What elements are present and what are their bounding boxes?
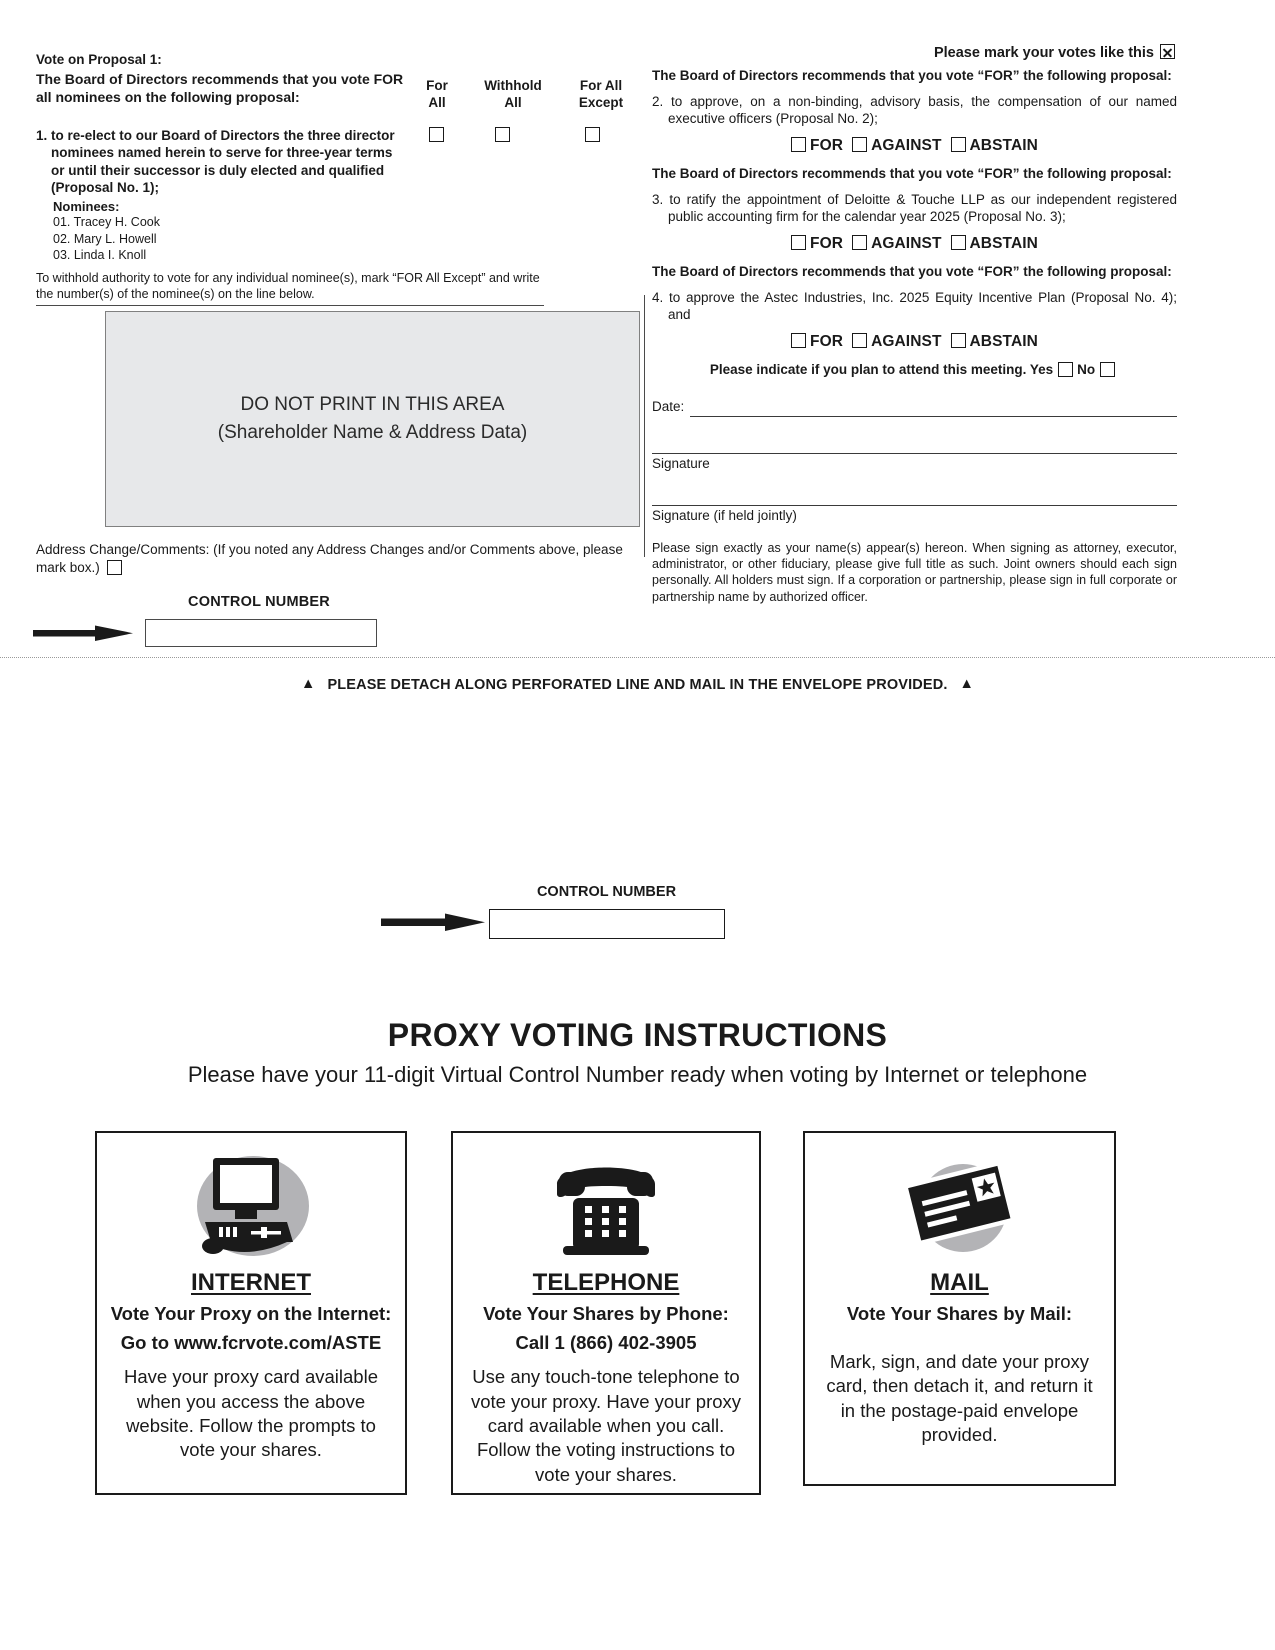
proposal-2: [652, 93, 1177, 128]
envelope-icon: [805, 1147, 1114, 1265]
shareholder-address-area: [105, 311, 640, 527]
perforated-line: [0, 657, 1275, 658]
proxy-card: [0, 0, 1275, 657]
checkbox-proposal2-abstain[interactable]: [951, 137, 966, 152]
checkbox-proposal1-for-all-except[interactable]: [585, 127, 600, 142]
column-divider: [644, 295, 645, 557]
nominees-label: Nominees:: [53, 199, 120, 214]
method-body-telephone: Use any touch-tone telephone to vote your proxy. Have your proxy card available when you call. Follow the voting instructions to vote your shares.: [470, 1366, 742, 1485]
choices-proposal-2: [652, 137, 1177, 155]
nominee-write-in-line[interactable]: [36, 305, 544, 306]
triangle-up-icon-left: ▲: [300, 676, 316, 692]
nominees-list: [36, 214, 636, 264]
column-header-for-all-except: For All Except: [578, 78, 624, 110]
do-not-print-line-2: (Shareholder Name & Address Data): [217, 422, 528, 443]
checkbox-proposal3-abstain[interactable]: [951, 235, 966, 250]
do-not-print-line-1: DO NOT PRINT IN THIS AREA: [240, 394, 505, 416]
page-title: PROXY VOTING INSTRUCTIONS: [387, 1017, 888, 1053]
computer-icon: [97, 1147, 405, 1265]
arrow-right-icon: [33, 625, 133, 641]
label-against: AGAINST: [871, 332, 942, 350]
checkbox-proposal1-withhold-all[interactable]: [495, 127, 510, 142]
proposal-3: [652, 191, 1177, 226]
date-row: [652, 399, 1177, 419]
list-item: 03. Linda I. Knoll: [53, 248, 147, 262]
arrow-right-icon: [381, 913, 485, 931]
mark-instruction-label: Please mark your votes like this: [933, 45, 1154, 61]
signing-instructions: Please sign exactly as your name(s) appear(s) hereon. When signing as attorney, executor, administrator, or other fiduciary, please give full title as such. Joint owners should each sign personally. All holders must sign. If a corporation or partnership, please sign in full corporate or partnership name by authorized officer.: [652, 540, 1177, 604]
voting-method-internet: [95, 1131, 407, 1495]
control-number-field-stub[interactable]: [489, 909, 725, 939]
board-recommendation-left: The Board of Directors recommends that you vote FOR all nominees on the following proposal:: [36, 71, 404, 105]
triangle-up-icon-right: ▲: [959, 676, 975, 692]
control-number-label-card: CONTROL NUMBER: [188, 594, 330, 610]
proposal-1-number: 1.: [36, 127, 48, 143]
list-item: 02. Mary L. Howell: [53, 231, 157, 246]
attendance-no-label: No: [1077, 361, 1096, 377]
label-abstain: ABSTAIN: [969, 332, 1038, 350]
proposal-1-text: to re-elect to our Board of Directors the three director nominees named herein to serve for three-year terms or until their successor is duly elected and qualified (Proposal No. 1);: [51, 127, 395, 196]
address-change-note: [36, 541, 636, 577]
proposal-3-number: 3.: [652, 191, 664, 207]
signature-joint-input[interactable]: [652, 505, 1177, 506]
proposal-4-text: to approve the Astec Industries, Inc. 2025 Equity Incentive Plan (Proposal No. 4); and: [668, 289, 1177, 323]
checkbox-proposal1-for-all[interactable]: [429, 127, 444, 142]
method-line1-internet: Vote Your Proxy on the Internet:: [110, 1303, 392, 1324]
address-change-label: Address Change/Comments: (If you noted any Address Changes and/or Comments above, please mark box.): [36, 542, 623, 575]
checkbox-proposal3-against[interactable]: [852, 235, 867, 250]
label-for: FOR: [810, 136, 844, 154]
vote-on-heading: Vote on Proposal 1:: [36, 52, 162, 67]
column-header-withhold-all: Withhold All: [484, 78, 542, 110]
right-column: [652, 68, 1177, 605]
control-number-label-stub: CONTROL NUMBER: [536, 884, 677, 900]
method-body-mail: Mark, sign, and date your proxy card, then detach it, and return it in the postage-paid envelope provided.: [826, 1351, 1093, 1446]
proposal-1: [36, 127, 401, 197]
attendance-label: Please indicate if you plan to attend this meeting. Yes: [709, 361, 1054, 377]
date-input[interactable]: [690, 416, 1177, 417]
signature-input[interactable]: [652, 453, 1177, 454]
label-abstain: ABSTAIN: [969, 234, 1038, 252]
label-for: FOR: [810, 234, 844, 252]
attendance-row: [652, 362, 1177, 377]
left-column: [36, 52, 636, 302]
method-line2-telephone[interactable]: Call 1 (866) 402-3905: [515, 1332, 697, 1354]
checkbox-proposal2-against[interactable]: [852, 137, 867, 152]
method-body-internet: Have your proxy card available when you access the above website. Follow the prompts to vote your shares.: [124, 1366, 378, 1461]
checkbox-address-change[interactable]: [107, 560, 122, 575]
voting-method-mail: [803, 1131, 1116, 1486]
board-recommendation-3: The Board of Directors recommends that you vote “FOR” the following proposal:: [652, 165, 1172, 181]
board-recommendation-2: The Board of Directors recommends that you vote “FOR” the following proposal:: [652, 68, 1172, 83]
control-number-field-card[interactable]: [145, 619, 377, 647]
label-against: AGAINST: [871, 234, 942, 252]
checkbox-proposal2-for[interactable]: [791, 137, 806, 152]
method-title-internet: INTERNET: [191, 1269, 311, 1296]
choices-proposal-3: [652, 235, 1177, 253]
page-subtitle: Please have your 11-digit Virtual Control Number ready when voting by Internet or telephone: [187, 1062, 1088, 1087]
label-for: FOR: [810, 332, 844, 350]
board-recommendation-4: The Board of Directors recommends that you vote “FOR” the following proposal:: [652, 263, 1172, 279]
choices-proposal-4: [652, 333, 1177, 351]
checkbox-attend-no[interactable]: [1100, 362, 1115, 377]
signature-joint-label: Signature (if held jointly): [652, 507, 797, 523]
list-item: 01. Tracey H. Cook: [53, 215, 160, 229]
date-label: Date:: [652, 398, 685, 414]
column-header-for-all: For All: [426, 78, 448, 110]
label-against: AGAINST: [871, 136, 942, 154]
detach-notice-label: PLEASE DETACH ALONG PERFORATED LINE AND MAIL IN THE ENVELOPE PROVIDED.: [327, 677, 948, 693]
proposal-4-number: 4.: [652, 289, 664, 305]
proposal-2-text: to approve, on a non-binding, advisory basis, the compensation of our named executive officers (Proposal No. 2);: [668, 93, 1177, 127]
telephone-icon: [453, 1147, 759, 1265]
method-title-mail: MAIL: [930, 1269, 989, 1296]
checkbox-proposal4-for[interactable]: [791, 333, 806, 348]
method-line1-telephone: Vote Your Shares by Phone:: [483, 1303, 729, 1324]
label-abstain: ABSTAIN: [969, 136, 1038, 154]
checkbox-proposal4-abstain[interactable]: [951, 333, 966, 348]
detach-notice: [0, 676, 1275, 693]
checkbox-proposal3-for[interactable]: [791, 235, 806, 250]
checkbox-proposal4-against[interactable]: [852, 333, 867, 348]
voting-method-telephone: [451, 1131, 761, 1495]
signature-label: Signature: [652, 455, 710, 471]
checkbox-attend-yes[interactable]: [1058, 362, 1073, 377]
proposal-2-number: 2.: [652, 93, 664, 109]
method-title-telephone: TELEPHONE: [532, 1269, 680, 1296]
mark-instruction: [934, 44, 1175, 61]
method-line1-mail: Vote Your Shares by Mail:: [846, 1303, 1073, 1324]
x-checkbox-icon: [1160, 44, 1175, 59]
withhold-authority-note: To withhold authority to vote for any individual nominee(s), mark “FOR All Except” and write the number(s) of the nominee(s) on the line below.: [36, 270, 540, 301]
proposal-4: [652, 289, 1177, 324]
proposal-3-text: to ratify the appointment of Deloitte & Touche LLP as our independent registered public accounting firm for the calendar year 2025 (Proposal No. 3);: [668, 191, 1177, 225]
method-line2-internet[interactable]: Go to www.fcrvote.com/ASTE: [120, 1332, 382, 1354]
